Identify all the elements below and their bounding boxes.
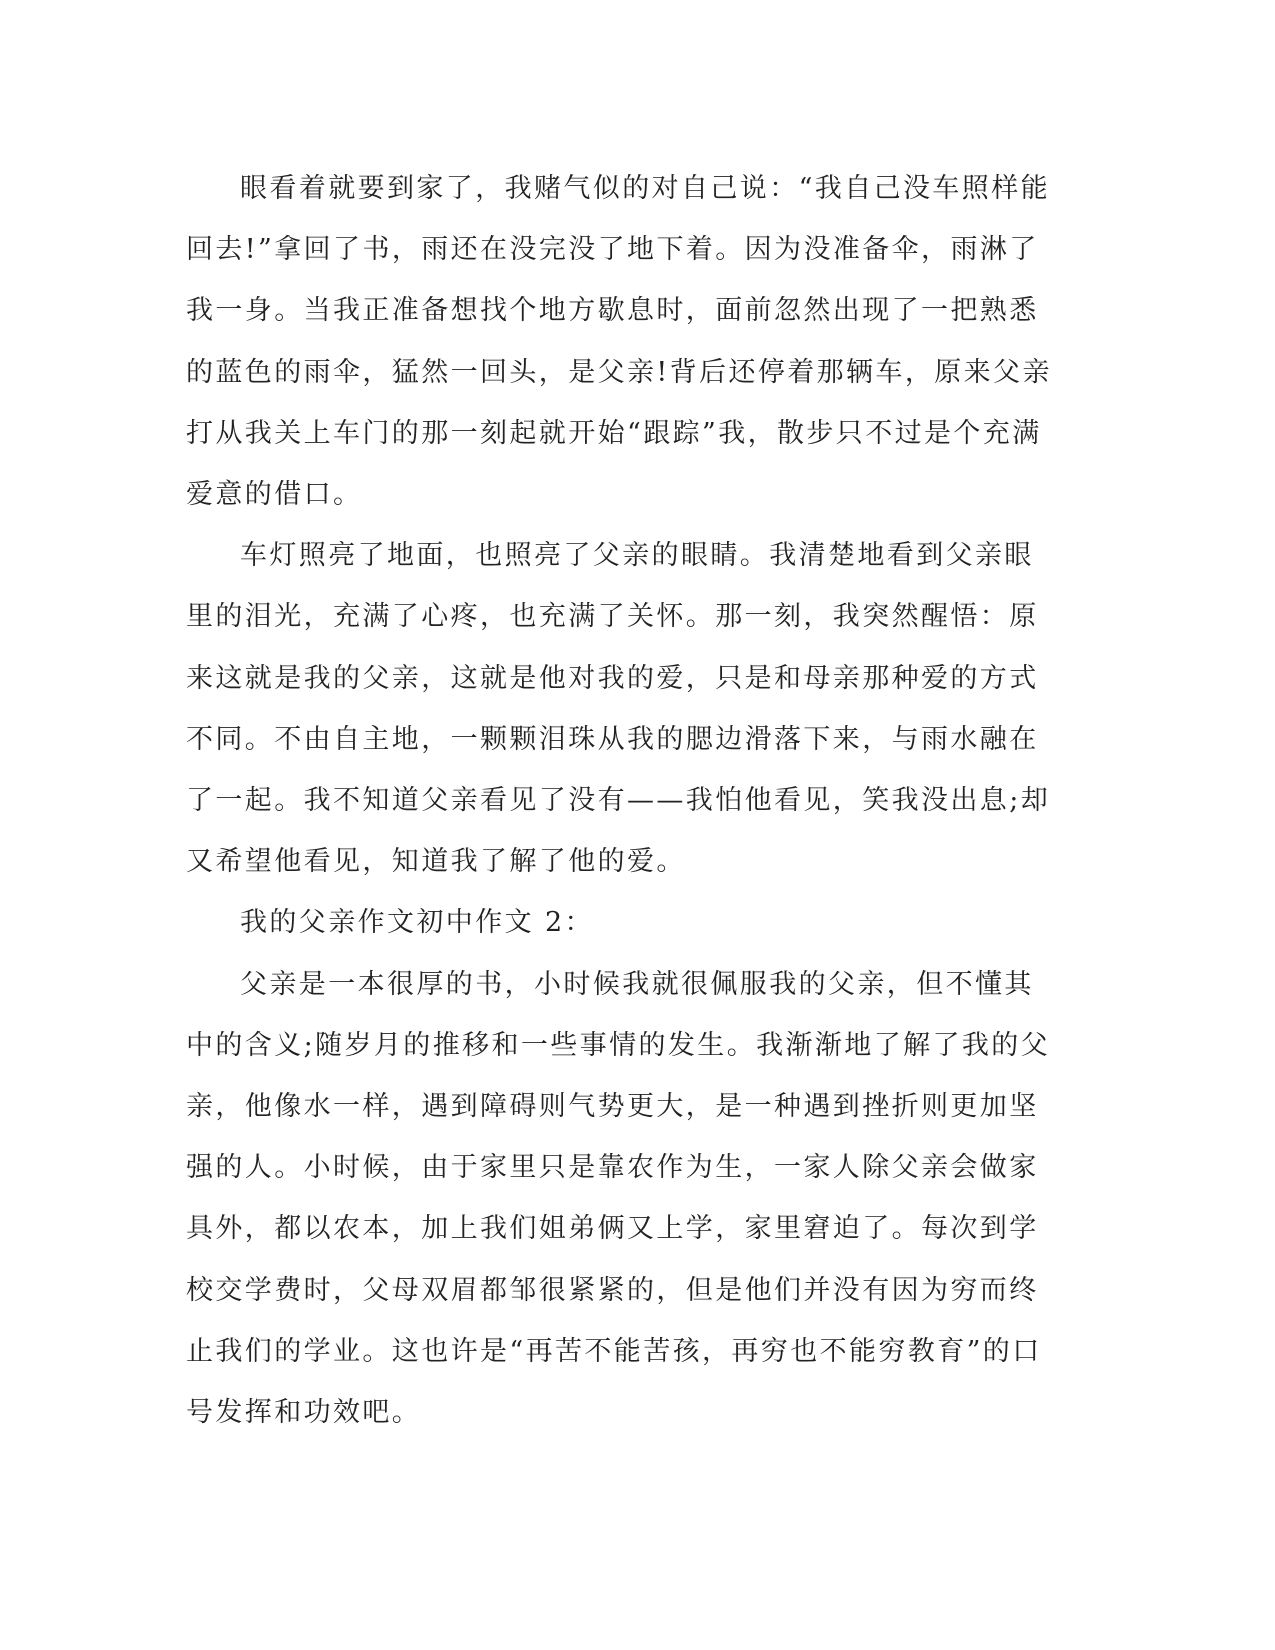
- paragraph-father-book: 父亲是一本很厚的书，小时候我就很佩服我的父亲，但不懂其中的含义;随岁月的推移和一些事情的发生。我渐渐地了解了我的父亲，他像水一样，遇到障碍则气势更大，是一种遇到挫折则更加坚强的人。小时候，由于家里只是靠农作为生，一家人除父亲会做家具外，都以农本，加上我们姐弟俩又上学，家里窘迫了。每次到学校交学费时，父母双眉都邹很紧紧的，但是他们并没有因为穷而终止我们的学业。这也许是“再苦不能苦孩，再穷也不能穷教育”的口号发挥和功效吧。: [186, 968, 1051, 1429]
- paragraph-headlights: 车灯照亮了地面，也照亮了父亲的眼睛。我清楚地看到父亲眼里的泪光，充满了心疼，也充满了关怀。那一刻，我突然醒悟：原来这就是我的父亲，这就是他对我的爱，只是和母亲那种爱的方式不同。不由自主地，一颗颗泪珠从我的腮边滑落下来，与雨水融在了一起。我不知道父亲看见了没有——我怕他看见，笑我没出息;却又希望他看见，知道我了解了他的爱。: [186, 540, 1051, 878]
- essay-heading: 我的父亲作文初中作文 2：: [240, 907, 594, 939]
- paragraph-umbrella: 眼看着就要到家了，我赌气似的对自己说：“我自己没车照样能回去!”拿回了书，雨还在没完没了地下着。因为没准备伞，雨淋了我一身。当我正准备想找个地方歇息时，面前忽然出现了一把熟悉的蓝色的雨伞，猛然一回头，是父亲!背后还停着那辆车，原来父亲打从我关上车门的那一刻起就开始“跟踪”我，散步只不过是个充满爱意的借口。: [186, 173, 1052, 511]
- document-body: [186, 158, 1056, 1443]
